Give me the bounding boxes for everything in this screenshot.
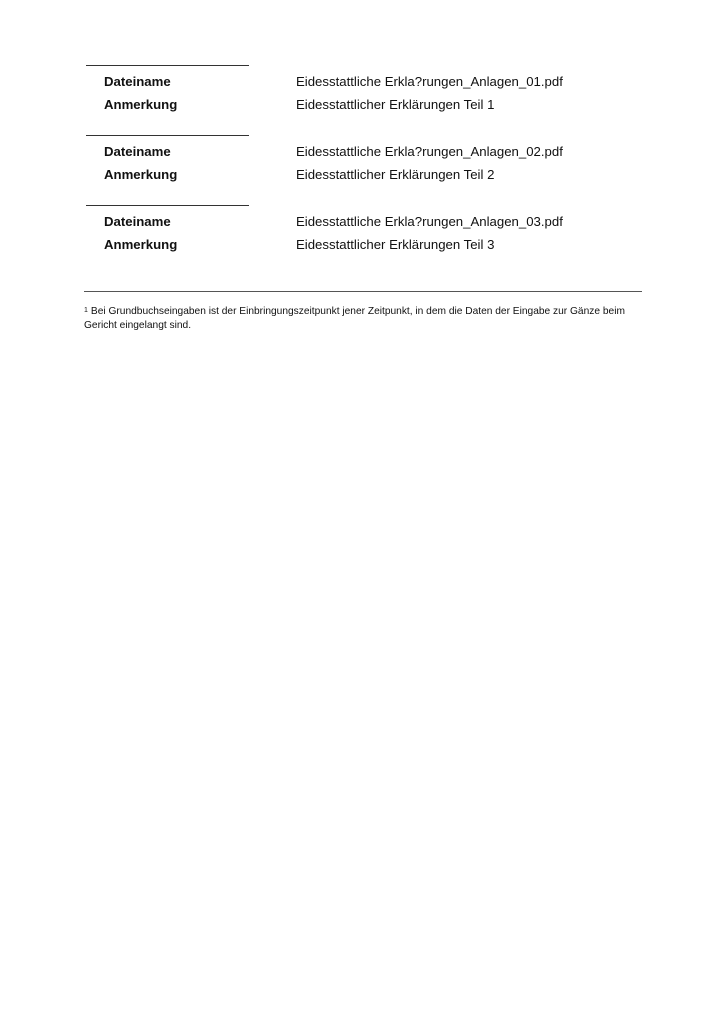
note-value: Eidesstattlicher Erklärungen Teil 1 <box>296 97 495 112</box>
note-value: Eidesstattlicher Erklärungen Teil 2 <box>296 167 495 182</box>
entry-filename-row <box>0 143 724 161</box>
entry-note-row <box>0 236 724 254</box>
entry-separator <box>86 65 249 66</box>
entry-separator <box>86 135 249 136</box>
entry-note-row <box>0 96 724 114</box>
filename-value: Eidesstattliche Erkla?rungen_Anlagen_02.pdf <box>296 144 563 159</box>
filename-label: Dateiname <box>104 144 171 159</box>
footnote <box>84 305 644 332</box>
filename-label: Dateiname <box>104 74 171 89</box>
note-label: Anmerkung <box>104 237 178 252</box>
filename-value: Eidesstattliche Erkla?rungen_Anlagen_03.pdf <box>296 214 563 229</box>
footnote-marker: 1 <box>84 307 88 314</box>
note-label: Anmerkung <box>104 97 178 112</box>
note-value: Eidesstattlicher Erklärungen Teil 3 <box>296 237 495 252</box>
entry-filename-row <box>0 73 724 91</box>
filename-label: Dateiname <box>104 214 171 229</box>
filename-value: Eidesstattliche Erkla?rungen_Anlagen_01.pdf <box>296 74 563 89</box>
entry-note-row <box>0 166 724 184</box>
note-label: Anmerkung <box>104 167 178 182</box>
footnote-text: Bei Grundbuchseingaben ist der Einbringungszeitpunkt jener Zeitpunkt, in dem die Daten der Eingabe zur Gänze beim Gericht eingelangt sind. <box>84 306 625 331</box>
entry-filename-row <box>0 213 724 231</box>
footnote-rule <box>84 291 642 292</box>
entry-separator <box>86 205 249 206</box>
